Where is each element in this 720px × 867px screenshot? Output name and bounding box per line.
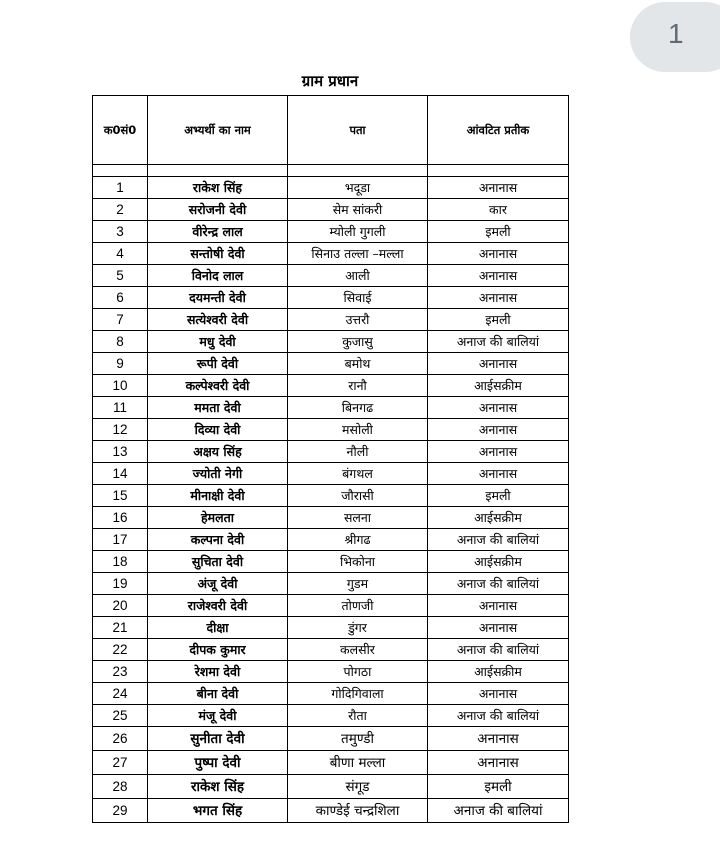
row-serial-number: 24 bbox=[93, 683, 148, 705]
row-allotted-symbol: अनाज की बालियां bbox=[428, 799, 569, 823]
row-candidate-name: कल्पना देवी bbox=[148, 529, 288, 551]
row-address: भदूडा bbox=[288, 177, 428, 199]
row-address: गोदिगिवाला bbox=[288, 683, 428, 705]
table-row bbox=[93, 353, 569, 375]
row-candidate-name: अंजू देवी bbox=[148, 573, 288, 595]
row-allotted-symbol: आईसक्रीम bbox=[428, 661, 569, 683]
table-row bbox=[93, 375, 569, 397]
candidate-table bbox=[92, 95, 569, 823]
table-row bbox=[93, 573, 569, 595]
row-address: कलसीर bbox=[288, 639, 428, 661]
header-candidate-name: अभ्यर्थी का नाम bbox=[148, 96, 288, 165]
table-row bbox=[93, 507, 569, 529]
row-serial-number: 16 bbox=[93, 507, 148, 529]
row-serial-number: 20 bbox=[93, 595, 148, 617]
row-allotted-symbol: अनाज की बालियां bbox=[428, 639, 569, 661]
row-candidate-name: दीपक कुमार bbox=[148, 639, 288, 661]
table-row bbox=[93, 177, 569, 199]
page-title: ग्राम प्रधान bbox=[301, 72, 359, 90]
row-allotted-symbol: इमली bbox=[428, 309, 569, 331]
table-row bbox=[93, 441, 569, 463]
table-row bbox=[93, 799, 569, 823]
table-row bbox=[93, 199, 569, 221]
row-serial-number: 19 bbox=[93, 573, 148, 595]
row-allotted-symbol: अनाज की बालियां bbox=[428, 705, 569, 727]
row-candidate-name: बीना देवी bbox=[148, 683, 288, 705]
table-row bbox=[93, 639, 569, 661]
row-serial-number: 10 bbox=[93, 375, 148, 397]
table-row bbox=[93, 705, 569, 727]
row-allotted-symbol: अनाज की बालियां bbox=[428, 331, 569, 353]
row-address: सलना bbox=[288, 507, 428, 529]
row-allotted-symbol: इमली bbox=[428, 775, 569, 799]
row-address: तोणजी bbox=[288, 595, 428, 617]
row-address: नौली bbox=[288, 441, 428, 463]
row-address: बंगथल bbox=[288, 463, 428, 485]
table-row bbox=[93, 309, 569, 331]
row-candidate-name: भगत सिंह bbox=[148, 799, 288, 823]
row-candidate-name: रूपी देवी bbox=[148, 353, 288, 375]
table-row bbox=[93, 529, 569, 551]
row-serial-number: 9 bbox=[93, 353, 148, 375]
row-address: कुजासु bbox=[288, 331, 428, 353]
row-candidate-name: ज्योती नेगी bbox=[148, 463, 288, 485]
table-row bbox=[93, 287, 569, 309]
row-allotted-symbol: आईसक्रीम bbox=[428, 375, 569, 397]
row-candidate-name: ममता देवी bbox=[148, 397, 288, 419]
table-row bbox=[93, 221, 569, 243]
row-allotted-symbol: अनानास bbox=[428, 287, 569, 309]
header-allotted-symbol: आंवटित प्रतीक bbox=[428, 96, 569, 165]
row-serial-number: 27 bbox=[93, 751, 148, 775]
row-address: सिवाई bbox=[288, 287, 428, 309]
table-row bbox=[93, 551, 569, 573]
row-candidate-name: सरोजनी देवी bbox=[148, 199, 288, 221]
row-address: पोगठा bbox=[288, 661, 428, 683]
row-candidate-name: दीक्षा bbox=[148, 617, 288, 639]
row-serial-number: 22 bbox=[93, 639, 148, 661]
row-address: सिनाउ तल्ला –मल्ला bbox=[288, 243, 428, 265]
row-allotted-symbol: अनानास bbox=[428, 397, 569, 419]
row-address: डुंगर bbox=[288, 617, 428, 639]
row-serial-number: 4 bbox=[93, 243, 148, 265]
row-allotted-symbol: अनानास bbox=[428, 419, 569, 441]
table-row bbox=[93, 595, 569, 617]
row-address: उत्तरौ bbox=[288, 309, 428, 331]
row-candidate-name: सुचिता देवी bbox=[148, 551, 288, 573]
table-row bbox=[93, 683, 569, 705]
row-address: गुडम bbox=[288, 573, 428, 595]
table-row bbox=[93, 775, 569, 799]
row-address: जौरासी bbox=[288, 485, 428, 507]
row-allotted-symbol: अनानास bbox=[428, 177, 569, 199]
row-serial-number: 29 bbox=[93, 799, 148, 823]
table-row bbox=[93, 751, 569, 775]
row-address: बीणा मल्ला bbox=[288, 751, 428, 775]
row-serial-number: 2 bbox=[93, 199, 148, 221]
row-serial-number: 3 bbox=[93, 221, 148, 243]
table-row bbox=[93, 419, 569, 441]
row-allotted-symbol: इमली bbox=[428, 485, 569, 507]
row-allotted-symbol: आईसक्रीम bbox=[428, 551, 569, 573]
row-candidate-name: रेशमा देवी bbox=[148, 661, 288, 683]
row-allotted-symbol: अनानास bbox=[428, 617, 569, 639]
row-candidate-name: राकेश सिंह bbox=[148, 775, 288, 799]
row-address: संगूड bbox=[288, 775, 428, 799]
row-serial-number: 1 bbox=[93, 177, 148, 199]
table-body bbox=[93, 165, 569, 823]
row-address: रौता bbox=[288, 705, 428, 727]
row-serial-number: 23 bbox=[93, 661, 148, 683]
row-address: श्रीगढ bbox=[288, 529, 428, 551]
row-serial-number: 11 bbox=[93, 397, 148, 419]
row-serial-number: 14 bbox=[93, 463, 148, 485]
page-number-badge bbox=[630, 2, 720, 72]
row-address: मसोली bbox=[288, 419, 428, 441]
row-allotted-symbol: अनानास bbox=[428, 243, 569, 265]
row-serial-number: 13 bbox=[93, 441, 148, 463]
row-candidate-name: वीरेन्द्र लाल bbox=[148, 221, 288, 243]
row-allotted-symbol: अनानास bbox=[428, 441, 569, 463]
row-serial-number: 17 bbox=[93, 529, 148, 551]
row-candidate-name: दयमन्ती देवी bbox=[148, 287, 288, 309]
row-serial-number: 12 bbox=[93, 419, 148, 441]
row-allotted-symbol: अनानास bbox=[428, 265, 569, 287]
row-address: बिनगढ bbox=[288, 397, 428, 419]
row-serial-number: 15 bbox=[93, 485, 148, 507]
row-address: बमोथ bbox=[288, 353, 428, 375]
row-candidate-name: मधु देवी bbox=[148, 331, 288, 353]
row-candidate-name: सन्तोषी देवी bbox=[148, 243, 288, 265]
row-allotted-symbol: अनानास bbox=[428, 683, 569, 705]
row-candidate-name: सुनीता देवी bbox=[148, 727, 288, 751]
row-serial-number: 6 bbox=[93, 287, 148, 309]
table-row bbox=[93, 617, 569, 639]
row-candidate-name: सत्येश्वरी देवी bbox=[148, 309, 288, 331]
row-address: सेम सांकरी bbox=[288, 199, 428, 221]
table-row bbox=[93, 661, 569, 683]
row-serial-number: 25 bbox=[93, 705, 148, 727]
row-allotted-symbol: अनानास bbox=[428, 595, 569, 617]
row-serial-number: 7 bbox=[93, 309, 148, 331]
row-allotted-symbol: अनानास bbox=[428, 463, 569, 485]
row-address: म्योली गुगली bbox=[288, 221, 428, 243]
table-row bbox=[93, 727, 569, 751]
row-serial-number: 28 bbox=[93, 775, 148, 799]
header-address: पता bbox=[288, 96, 428, 165]
row-candidate-name: राजेश्वरी देवी bbox=[148, 595, 288, 617]
row-candidate-name: पुष्पा देवी bbox=[148, 751, 288, 775]
row-serial-number: 21 bbox=[93, 617, 148, 639]
row-allotted-symbol: आईसक्रीम bbox=[428, 507, 569, 529]
row-address: काण्डेई चन्द्रशिला bbox=[288, 799, 428, 823]
row-allotted-symbol: अनाज की बालियां bbox=[428, 573, 569, 595]
table-row bbox=[93, 397, 569, 419]
table-spacer-row bbox=[93, 165, 569, 177]
table-row bbox=[93, 485, 569, 507]
row-allotted-symbol: अनानास bbox=[428, 751, 569, 775]
table-row bbox=[93, 265, 569, 287]
table-header-row bbox=[93, 96, 569, 165]
row-address: आली bbox=[288, 265, 428, 287]
row-serial-number: 18 bbox=[93, 551, 148, 573]
row-allotted-symbol: अनानास bbox=[428, 353, 569, 375]
row-serial-number: 8 bbox=[93, 331, 148, 353]
row-serial-number: 26 bbox=[93, 727, 148, 751]
row-candidate-name: विनोद लाल bbox=[148, 265, 288, 287]
row-serial-number: 5 bbox=[93, 265, 148, 287]
row-candidate-name: राकेश सिंह bbox=[148, 177, 288, 199]
row-address: रानौ bbox=[288, 375, 428, 397]
row-candidate-name: मीनाक्षी देवी bbox=[148, 485, 288, 507]
row-allotted-symbol: अनानास bbox=[428, 727, 569, 751]
row-candidate-name: मंजू देवी bbox=[148, 705, 288, 727]
table-row bbox=[93, 463, 569, 485]
row-candidate-name: कल्पेश्वरी देवी bbox=[148, 375, 288, 397]
row-candidate-name: हेमलता bbox=[148, 507, 288, 529]
row-candidate-name: अक्षय सिंह bbox=[148, 441, 288, 463]
table-row bbox=[93, 331, 569, 353]
row-candidate-name: दिव्या देवी bbox=[148, 419, 288, 441]
row-address: भिकोना bbox=[288, 551, 428, 573]
row-allotted-symbol: कार bbox=[428, 199, 569, 221]
page-number: 1 bbox=[668, 18, 684, 49]
row-allotted-symbol: इमली bbox=[428, 221, 569, 243]
row-allotted-symbol: अनाज की बालियां bbox=[428, 529, 569, 551]
row-address: तमुण्डी bbox=[288, 727, 428, 751]
table-row bbox=[93, 243, 569, 265]
header-serial-number: क0सं0 bbox=[93, 96, 148, 165]
